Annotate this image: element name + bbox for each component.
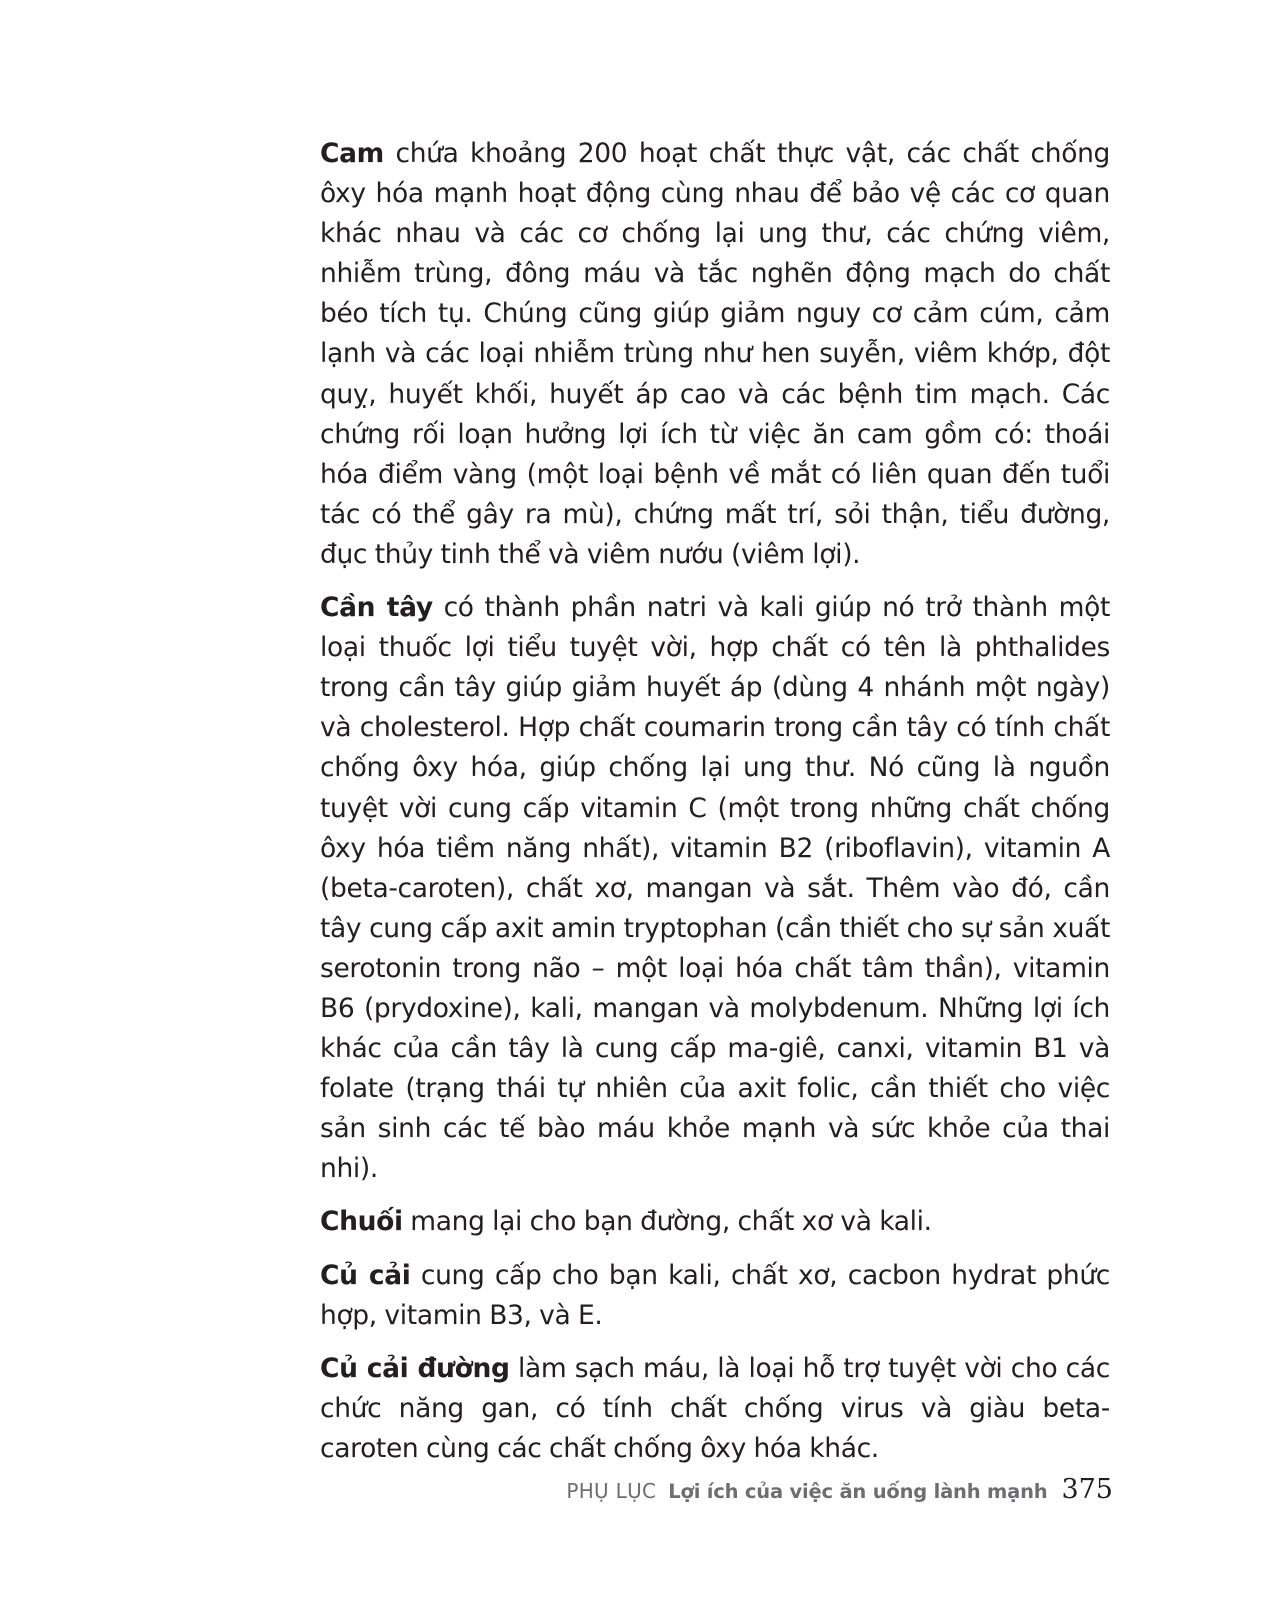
paragraph-text: mang lại cho bạn đường, chất xơ và kali. — [402, 1206, 932, 1238]
footer-section-label: PHỤ LỤC — [566, 1479, 657, 1503]
paragraph-cam — [320, 134, 1110, 575]
paragraph-text: chứa khoảng 200 hoạt chất thực vật, các chất chống ôxy hóa mạnh hoạt động cùng nhau để bảo vệ các cơ quan khác nhau và các cơ chống lại ung thư, các chứng viêm, nhiễm trùng, đông máu và tắc nghẽn động mạch do chất béo tích tụ. Chúng cũng giúp giảm nguy cơ cảm cúm, cảm lạnh và các loại nhiễm trùng như hen suyễn, viêm khớp, đột quỵ, huyết khối, huyết áp cao và các bệnh tim mạch. Các chứng rối loạn hưởng lợi ích từ việc ăn cam gồm có: thoái hóa điểm vàng (một loại bệnh về mắt có liên quan đến tuổi tác có thể gây ra mù), chứng mất trí, sỏi thận, tiểu đường, đục thủy tinh thể và viêm nướu (viêm lợi). — [320, 138, 1110, 570]
footer-chapter-title: Lợi ích của việc ăn uống lành mạnh — [668, 1480, 1048, 1503]
paragraph-cu-cai-duong — [320, 1349, 1110, 1469]
paragraph-text: cung cấp cho bạn kali, chất xơ, cacbon hydrat phức hợp, vitamin B3, và E. — [320, 1259, 1110, 1331]
paragraph-cu-cai — [320, 1256, 1110, 1336]
term-cam: Cam — [320, 138, 384, 169]
term-chuoi: Chuối — [320, 1206, 403, 1238]
paragraph-text: làm sạch máu, là loại hỗ trợ tuyệt vời cho các chức năng gan, có tính chất chống virus và giàu beta-caroten cùng các chất chống ôxy hóa khác. — [320, 1352, 1110, 1464]
term-cu-cai: Củ cải — [320, 1259, 411, 1291]
term-can-tay: Cần tây — [320, 592, 433, 624]
paragraph-chuoi — [320, 1202, 1110, 1242]
page-number: 375 — [1061, 1474, 1113, 1505]
page-footer — [566, 1474, 1113, 1514]
paragraph-can-tay — [320, 588, 1110, 1189]
paragraph-text: có thành phần natri và kali giúp nó trở thành một loại thuốc lợi tiểu tuyệt vời, hợp chất có tên là phthalides trong cần tây giúp giảm huyết áp (dùng 4 nhánh một ngày) và cholesterol. Hợp chất coumarin trong cần tây có tính chất chống ôxy hóa, giúp chống lại ung thư. Nó cũng là nguồn tuyệt vời cung cấp vitamin C (một trong những chất chống ôxy hóa tiềm năng nhất), vitamin B2 (riboflavin), vitamin A (beta-caroten), chất xơ, mangan và sắt. Thêm vào đó, cần tây cung cấp axit amin tryptophan (cần thiết cho sự sản xuất serotonin trong não – một loại hóa chất tâm thần), vitamin B6 (prydoxine), kali, mangan và molybdenum. Những lợi ích khác của cần tây là cung cấp ma-giê, canxi, vitamin B1 và folate (trạng thái tự nhiên của axit folic, cần thiết cho việc sản sinh các tế bào máu khỏe mạnh và sức khỏe của thai nhi). — [320, 592, 1110, 1185]
page-body — [320, 134, 1110, 1482]
term-cu-cai-duong: Củ cải đường — [320, 1352, 510, 1384]
